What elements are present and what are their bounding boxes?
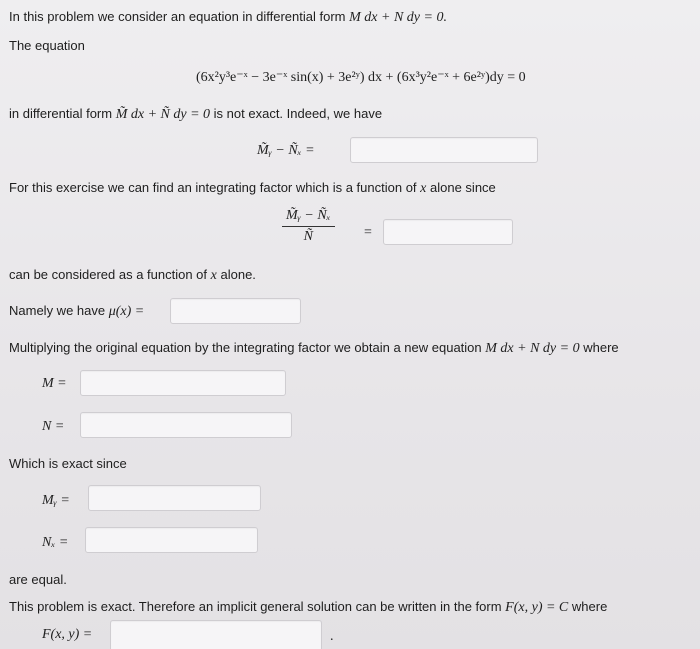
nx-label: Nₓ =	[42, 535, 69, 550]
fraction-equals: =	[364, 225, 372, 240]
multiplying-line	[9, 339, 619, 358]
x-alone-end: alone.	[220, 267, 256, 282]
not-exact-suffix: is not exact. Indeed, we have	[213, 106, 383, 121]
where-text: where	[583, 340, 619, 355]
form-equation: F(x, y) = C	[505, 600, 569, 615]
fraction-numerator: M̃ᵧ − Ñₓ	[282, 208, 335, 227]
integrating-factor-line	[9, 179, 496, 198]
intro-text: In this problem we consider an equation in differential form	[9, 9, 346, 24]
exact-problem-text: This problem is exact. Therefore an implicit general solution can be written in the form	[9, 599, 502, 614]
my-input[interactable]	[88, 485, 261, 511]
n-label: N =	[42, 419, 65, 434]
my-minus-nx-input[interactable]	[350, 137, 538, 163]
main-equation	[196, 69, 526, 87]
my-label: Mᵧ =	[42, 493, 70, 508]
fraction	[282, 208, 335, 245]
m-input[interactable]	[80, 370, 286, 396]
exact-problem-line	[9, 598, 607, 617]
nx-input[interactable]	[85, 527, 258, 553]
multiplying-text: Multiplying the original equation by the integrating factor we obtain a new equation	[9, 340, 482, 355]
which-exact-text: Which is exact since	[9, 456, 127, 471]
are-equal-text: are equal.	[9, 572, 67, 587]
m-label: M =	[42, 376, 67, 391]
fraction-denominator: Ñ	[303, 229, 313, 244]
fraction-answer-input[interactable]	[383, 219, 513, 245]
x-alone-suffix: alone since	[430, 180, 496, 195]
my-minus-nx-label: M̃ᵧ − Ñₓ =	[257, 143, 315, 158]
main-equation-text: (6x²y³e⁻ˣ − 3e⁻ˣ sin(x) + 3e²ʸ) dx + (6x³y²e⁻ˣ + 6e²ʸ)dy = 0	[196, 70, 526, 85]
the-equation-label: The equation	[9, 38, 85, 53]
mu-input[interactable]	[170, 298, 301, 324]
f-label: F(x, y) =	[42, 627, 93, 642]
integrating-factor-text: For this exercise we can find an integrating factor which is a function of	[9, 180, 417, 195]
mu-label: μ(x) =	[108, 304, 145, 319]
where-text-2: where	[571, 599, 608, 614]
namely-line	[9, 302, 144, 321]
new-equation: M dx + N dy = 0	[485, 341, 580, 356]
not-exact-line	[9, 105, 382, 124]
not-exact-equation: M̃ dx + Ñ dy = 0	[115, 107, 211, 122]
not-exact-prefix: in differential form	[9, 106, 113, 121]
x-variable-2: x	[210, 268, 217, 283]
considered-text: can be considered as a function of	[9, 267, 208, 282]
f-input[interactable]	[110, 620, 322, 649]
intro-line	[9, 8, 447, 27]
intro-equation: M dx + N dy = 0.	[349, 10, 447, 25]
namely-text: Namely we have	[9, 303, 106, 318]
considered-line	[9, 266, 256, 285]
x-variable: x	[420, 181, 427, 196]
n-input[interactable]	[80, 412, 292, 438]
trailing-period: .	[330, 629, 334, 644]
